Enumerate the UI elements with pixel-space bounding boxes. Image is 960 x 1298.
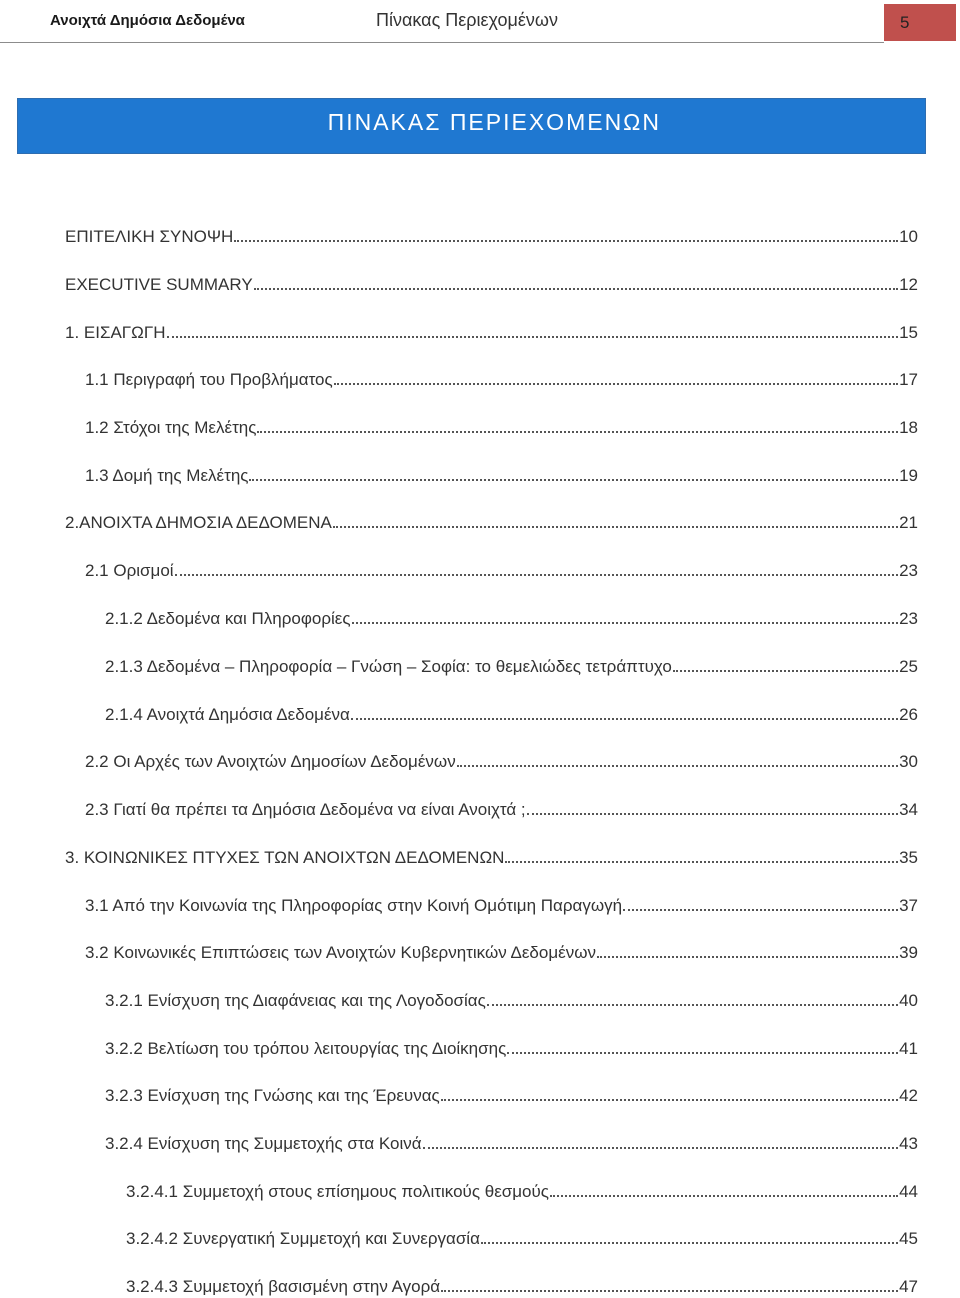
toc-entry-title: 3.1 Από την Κοινωνία της Πληροφορίας στην Κοινή Ομότιμη Παραγωγή: [85, 896, 623, 915]
toc-entry-page: 25: [899, 657, 918, 676]
page-number-badge: [884, 4, 956, 41]
toc-entry[interactable]: [85, 749, 918, 773]
toc-entry[interactable]: [65, 510, 918, 534]
dot-leader: [505, 861, 898, 863]
toc-entry-title: 1. ΕΙΣΑΓΩΓΗ: [65, 323, 166, 342]
toc-entry-page: 34: [899, 800, 918, 819]
toc-entry-page: 30: [899, 752, 918, 771]
toc-entry[interactable]: [65, 224, 918, 248]
dot-leader: [441, 1099, 898, 1101]
section-title: Πίνακας Περιεχομένων: [376, 10, 558, 30]
toc-entry-page: 43: [899, 1134, 918, 1153]
toc-entry-title: 2.2 Οι Αρχές των Ανοιχτών Δημοσίων Δεδομένων: [85, 752, 456, 771]
page-header: [0, 0, 960, 44]
toc-entry[interactable]: [105, 702, 918, 726]
toc-entry-page: 23: [899, 561, 918, 580]
toc-entry-title: 2.3 Γιατί θα πρέπει τα Δημόσια Δεδομένα να είναι Ανοιχτά ;: [85, 800, 526, 819]
toc-entry[interactable]: [105, 1083, 918, 1107]
toc-entry[interactable]: [85, 415, 918, 439]
toc-entry-title: 3.2.4.3 Συμμετοχή βασισμένη στην Αγορά: [126, 1277, 441, 1296]
toc-entry-page: 39: [899, 943, 918, 962]
toc-entry-title: 3. ΚΟΙΝΩΝΙΚΕΣ ΠΤΥΧΕΣ ΤΩΝ ΑΝΟΙΧΤΩΝ ΔΕΔΟΜΕΝΩΝ: [65, 848, 505, 867]
toc-entry[interactable]: [85, 940, 918, 964]
toc-entry-title: 3.2.4.1 Συμμετοχή στους επίσημους πολιτικούς θεσμούς: [126, 1182, 549, 1201]
dot-leader: [457, 765, 898, 767]
toc-entry-title: 2.1.3 Δεδομένα – Πληροφορία – Γνώση – Σοφία: το θεμελιώδες τετράπτυχο: [105, 657, 672, 676]
toc-entry-title: 3.2.4.2 Συνεργατική Συμμετοχή και Συνεργασία: [126, 1229, 480, 1248]
page-number: 5: [900, 13, 910, 32]
toc-entry-page: 44: [899, 1182, 918, 1201]
dot-leader: [487, 1004, 898, 1006]
toc-entry-title: 2.ΑΝΟΙΧΤΑ ΔΗΜΟΣΙΑ ΔΕΔΟΜΕΝΑ: [65, 513, 332, 532]
toc-entry[interactable]: [105, 606, 918, 630]
dot-leader: [623, 909, 898, 911]
dot-leader: [175, 574, 899, 576]
dot-leader: [527, 813, 898, 815]
toc-entry[interactable]: [126, 1179, 918, 1203]
toc-entry-page: 37: [899, 896, 918, 915]
toc-entry-title: 3.2.2 Βελτίωση του τρόπου λειτουργίας της Διοίκησης: [105, 1039, 507, 1058]
dot-leader: [333, 526, 898, 528]
dot-leader: [352, 622, 899, 624]
toc-entry-page: 15: [899, 323, 918, 342]
toc-entry[interactable]: [65, 320, 918, 344]
dot-leader: [254, 288, 898, 290]
toc-entry-page: 42: [899, 1086, 918, 1105]
dot-leader: [550, 1195, 898, 1197]
toc-entry[interactable]: [105, 654, 918, 678]
dot-leader: [507, 1052, 898, 1054]
toc-entry-page: 35: [899, 848, 918, 867]
toc-entry-title: EXECUTIVE SUMMARY: [65, 275, 253, 294]
toc-entry-title: ΕΠΙΤΕΛΙΚΗ ΣΥΝΟΨΗ: [65, 227, 234, 246]
toc-entry-title: 2.1.2 Δεδομένα και Πληροφορίες: [105, 609, 351, 628]
toc-entry[interactable]: [126, 1226, 918, 1250]
dot-leader: [673, 670, 898, 672]
toc-entry-title: 1.3 Δομή της Μελέτης: [85, 466, 249, 485]
dot-leader: [481, 1242, 898, 1244]
toc-entry-page: 21: [899, 513, 918, 532]
toc-entry-page: 26: [899, 705, 918, 724]
toc-entry[interactable]: [85, 797, 918, 821]
toc-entry-page: 47: [899, 1277, 918, 1296]
dot-leader: [423, 1147, 899, 1149]
toc-entry-page: 23: [899, 609, 918, 628]
dot-leader: [334, 383, 898, 385]
toc-entry[interactable]: [126, 1274, 918, 1298]
dot-leader: [167, 336, 899, 338]
dot-leader: [441, 1290, 898, 1292]
toc-entry-page: 40: [899, 991, 918, 1010]
dot-leader: [234, 240, 898, 242]
toc-entry[interactable]: [85, 558, 918, 582]
toc-entry[interactable]: [65, 845, 918, 869]
dot-leader: [249, 479, 898, 481]
toc-entry-title: 1.1 Περιγραφή του Προβλήματος: [85, 370, 333, 389]
toc-entry-title: 2.1 Ορισμοί: [85, 561, 174, 580]
toc-entry-title: 3.2.4 Ενίσχυση της Συμμετοχής στα Κοινά: [105, 1134, 422, 1153]
toc-banner: [17, 98, 926, 154]
dot-leader: [257, 431, 898, 433]
header-divider: [0, 42, 884, 43]
toc-entry[interactable]: [105, 1131, 918, 1155]
dot-leader: [597, 956, 898, 958]
document-title: Ανοιχτά Δημόσια Δεδομένα: [50, 12, 245, 29]
toc-entry-page: 10: [899, 227, 918, 246]
toc-entry-page: 12: [899, 275, 918, 294]
toc-entry-page: 17: [899, 370, 918, 389]
toc-entry[interactable]: [85, 367, 918, 391]
toc-entry-page: 18: [899, 418, 918, 437]
toc-entry-title: 3.2.1 Ενίσχυση της Διαφάνειας και της Λογοδοσίας: [105, 991, 486, 1010]
toc-entry-page: 45: [899, 1229, 918, 1248]
toc-entry[interactable]: [65, 272, 918, 296]
toc-entry-title: 3.2 Κοινωνικές Επιπτώσεις των Ανοιχτών Κυβερνητικών Δεδομένων: [85, 943, 596, 962]
toc-entry[interactable]: [105, 1036, 918, 1060]
toc-entry-title: 2.1.4 Ανοιχτά Δημόσια Δεδομένα: [105, 705, 350, 724]
toc-entry[interactable]: [105, 988, 918, 1012]
toc-entry-title: 1.2 Στόχοι της Μελέτης: [85, 418, 257, 437]
toc-entry-title: 3.2.3 Ενίσχυση της Γνώσης και της Έρευνας: [105, 1086, 440, 1105]
dot-leader: [351, 718, 898, 720]
toc-entry[interactable]: [85, 893, 918, 917]
toc-entry-page: 41: [899, 1039, 918, 1058]
toc-entry-page: 19: [899, 466, 918, 485]
toc-entry[interactable]: [85, 463, 918, 487]
toc-heading: ΠΙΝΑΚΑΣ ΠΕΡΙΕΧΟΜΕΝΩΝ: [327, 109, 661, 135]
